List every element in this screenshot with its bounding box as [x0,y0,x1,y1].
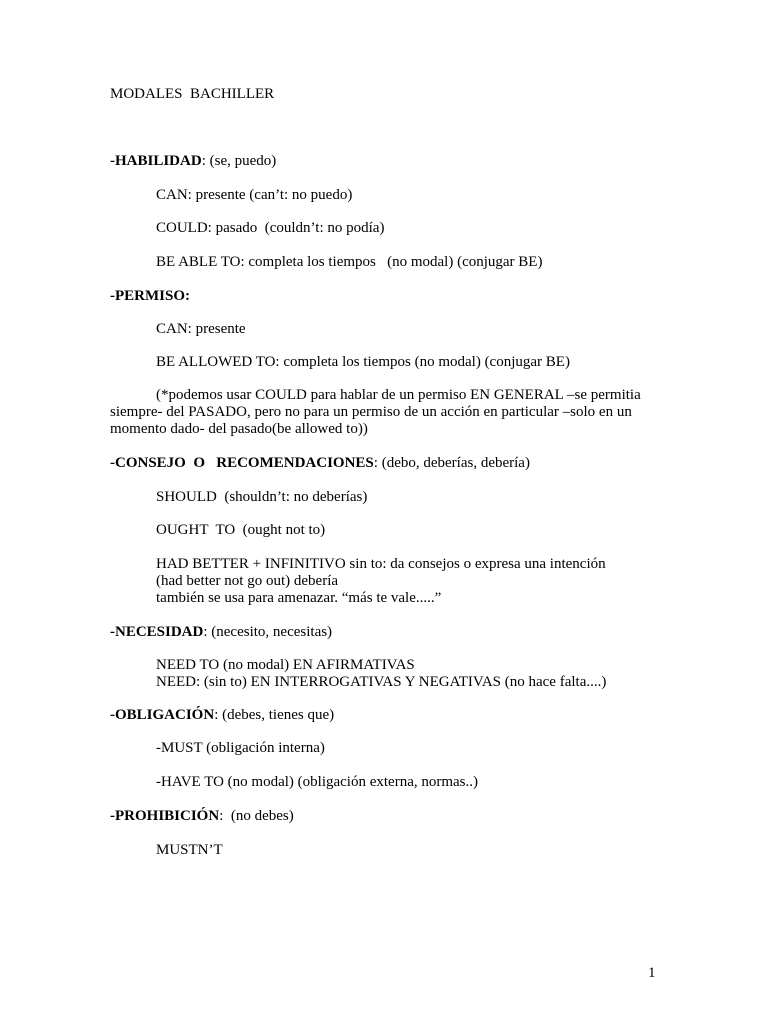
heading-gloss: : (necesito, necesitas) [203,624,333,640]
heading-text: -PERMISO: [110,288,190,304]
heading-text: -NECESIDAD [110,624,204,640]
section-heading-permiso [110,288,190,305]
list-item: NEED: (sin to) EN INTERROGATIVAS Y NEGATIVAS (no hace falta....) [156,674,607,690]
note-line: momento dado- del pasado(be allowed to)) [110,421,368,437]
list-item: -HAVE TO (no modal) (obligación externa, normas..) [156,774,479,790]
note-line: siempre- del PASADO, pero no para un permiso de un acción en particular –solo en un [110,404,632,420]
list-item: SHOULD (shouldn’t: no deberías) [156,489,368,505]
section-heading-prohibicion [110,808,294,825]
list-item: BE ABLE TO: completa los tiempos (no modal) (conjugar BE) [156,254,543,270]
list-item: HAD BETTER + INFINITIVO sin to: da consejos o expresa una intención [156,556,606,572]
heading-text: -CONSEJO O RECOMENDACIONES [110,455,374,471]
list-item: CAN: presente [156,321,246,337]
list-item: MUSTN’T [156,842,223,858]
heading-gloss: : (no debes) [219,808,294,824]
list-item: CAN: presente (can’t: no puedo) [156,187,353,203]
list-item: también se usa para amenazar. “más te vale.....” [156,590,442,606]
list-item: COULD: pasado (couldn’t: no podía) [156,220,385,236]
section-heading-consejo [110,455,530,472]
heading-gloss: : (se, puedo) [201,153,277,169]
list-item: NEED TO (no modal) EN AFIRMATIVAS [156,657,415,673]
note-line: (*podemos usar COULD para hablar de un permiso EN GENERAL –se permitia [156,387,641,403]
heading-gloss: : (debo, deberías, debería) [373,455,530,471]
section-heading-obligacion [110,707,334,724]
list-item: -MUST (obligación interna) [156,740,325,756]
document-title: MODALES BACHILLER [110,86,275,102]
list-item: OUGHT TO (ought not to) [156,522,326,538]
list-item: (had better not go out) debería [156,573,339,589]
heading-text: -HABILIDAD [110,153,202,169]
heading-text: -PROHIBICIÓN [110,808,220,824]
page-number: 1 [648,965,656,981]
list-item: BE ALLOWED TO: completa los tiempos (no modal) (conjugar BE) [156,354,570,370]
section-heading-necesidad [110,624,332,641]
section-heading-habilidad [110,153,276,170]
heading-gloss: : (debes, tienes que) [214,707,335,723]
heading-text: -OBLIGACIÓN [110,707,215,723]
